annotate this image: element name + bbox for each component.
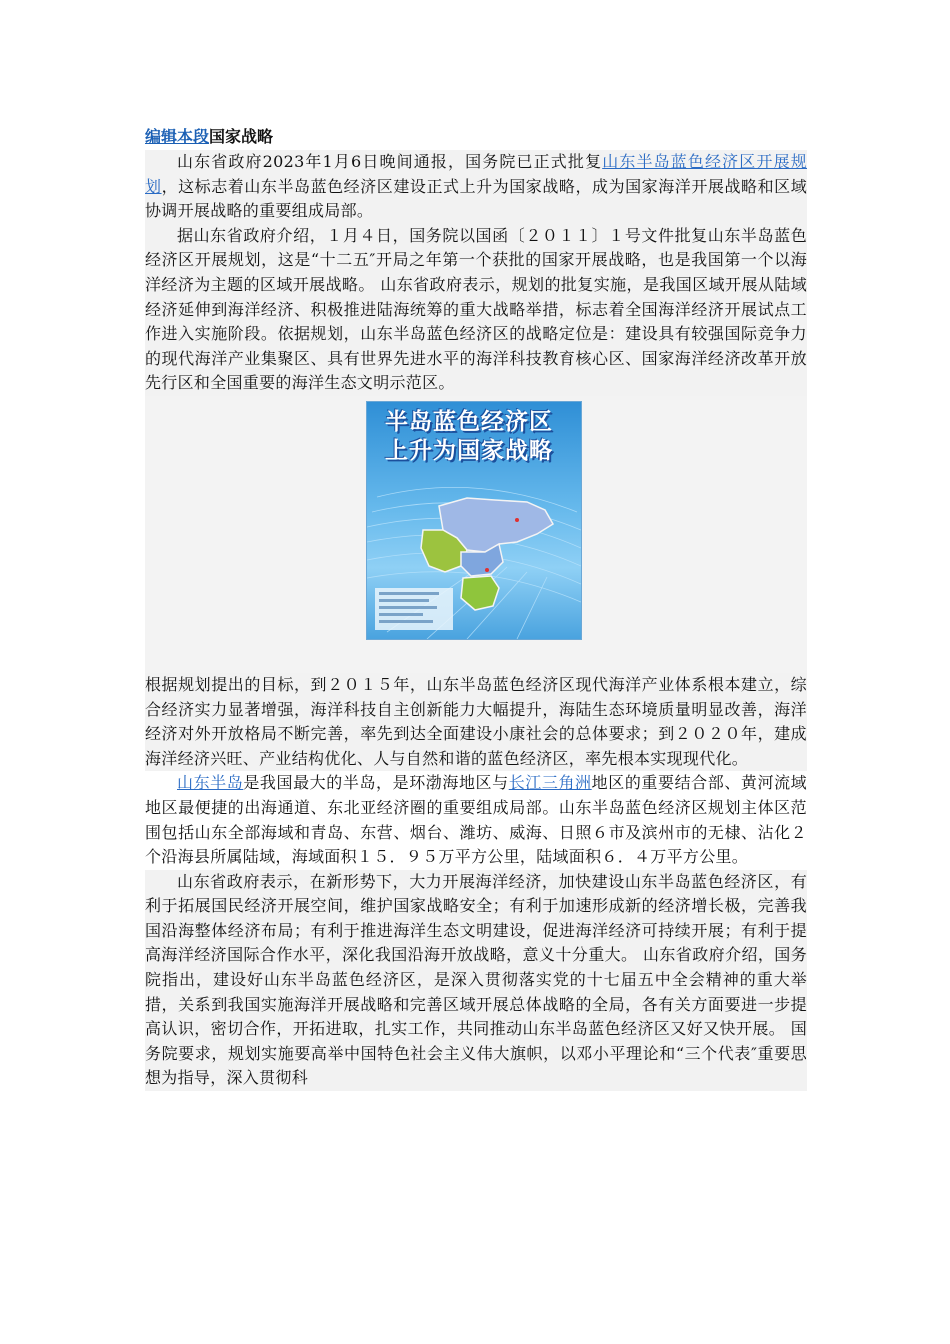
paragraph-goals: 根据规划提出的目标，到２０１５年，山东半岛蓝色经济区现代海洋产业体系根本建立，综合经济实力显著增强，海洋科技自主创新能力大幅提升，海陆生态环境质量明显改善，海洋经济对外开放格局不断完善，率先到达全面建设小康社会的总体要求；到２０２０年，建成海洋经济兴旺、产业结构优化、人与自然和谐的蓝色经济区，率先根本实现现代化。: [145, 673, 807, 771]
paragraph-text: ，这标志着山东半岛蓝色经济区建设正式上升为国家战略，成为国家海洋开展战略和区域协调开展战略的重要组成局部。: [145, 176, 807, 221]
peninsula-map: [367, 402, 581, 639]
map-region-south: [461, 576, 499, 610]
poster-title-line: 半岛蓝色经济区: [385, 408, 553, 435]
figure-container: [145, 396, 807, 673]
paragraph-text: 山东省政府2023年1月6日晚间通报，国务院已正式批复: [177, 152, 603, 171]
paragraph-significance: 山东省政府表示，在新形势下，大力开展海洋经济，加快建设山东半岛蓝色经济区，有利于拓展国民经济开展空间，维护国家战略安全；有利于加速形成新的经济增长极，完善我国沿海整体经济布局；有利于推进海洋生态文明建设，促进海洋经济可持续开展；有利于提高海洋经济国际合作水平，深化我国沿海开放战略，意义十分重大。 山东省政府介绍，国务院指出，建设好山东半岛蓝色经济区，是深入贯彻落实党的十七届五中全会精神的重大举措，关系到我国实施海洋开展战略和完善区域开展总体战略的全局，各有关方面要进一步提高认识，密切合作，开拓进取，扎实工作，共同推动山东半岛蓝色经济区又好又快开展。 国务院要求，规划实施要高举中国特色社会主义伟大旗帜，以邓小平理论和“三个代表″重要思想为指导，深入贯彻科: [145, 870, 807, 1091]
edit-section-link[interactable]: 编辑本段: [145, 127, 210, 146]
shandong-peninsula-link[interactable]: 山东半岛: [177, 773, 244, 793]
paragraph-approval: 据山东省政府介绍，１月４日，国务院以国函〔２０１１〕１号文件批复山东半岛蓝色经济区开展规划，这是“十二五″开局之年第一个获批的国家开展战略，也是我国第一个以海洋经济为主题的区域开展战略。 山东省政府表示，规划的批复实施，是我国区域开展从陆域经济延伸到海洋经济、积极推进陆海统筹的重大战略举措，标志着全国海洋经济开展试点工作进入实施阶段。依据规划，山东半岛蓝色经济区的战略定位是：建设具有较强国际竞争力的现代海洋产业集聚区、具有世界先进水平的海洋科技教育核心区、国家海洋经济改革开放先行区和全国重要的海洋生态文明示范区。: [145, 224, 807, 396]
paragraph-text: 地区的重要结合部、黄河流域地区最便捷的出海通道、东北亚经济圈的重要组成局部。山东半岛蓝色经济区规划主体区范围包括山东全部海域和青岛、东营、烟台、潍坊、威海、日照６市及滨州市的无棣、沾化２个沿海县所属陆域，海域面积１５．９５万平方公里，陆域面积６．４万平方公里。: [145, 773, 807, 867]
section-title: 国家战略: [209, 127, 274, 146]
article-body: [145, 124, 807, 1091]
paragraph-intro: [145, 150, 807, 224]
poster-title-line: 上升为国家战略: [385, 437, 553, 464]
poster-image: [366, 401, 582, 640]
paragraph-text: 是我国最大的半岛，是环渤海地区与: [243, 773, 509, 793]
paragraph-peninsula: [145, 771, 807, 869]
plan-link[interactable]: 山东半岛蓝色经济区开展规划: [145, 152, 807, 196]
yangtze-delta-link[interactable]: 长江三角洲: [508, 773, 592, 793]
section-heading: [145, 124, 807, 150]
